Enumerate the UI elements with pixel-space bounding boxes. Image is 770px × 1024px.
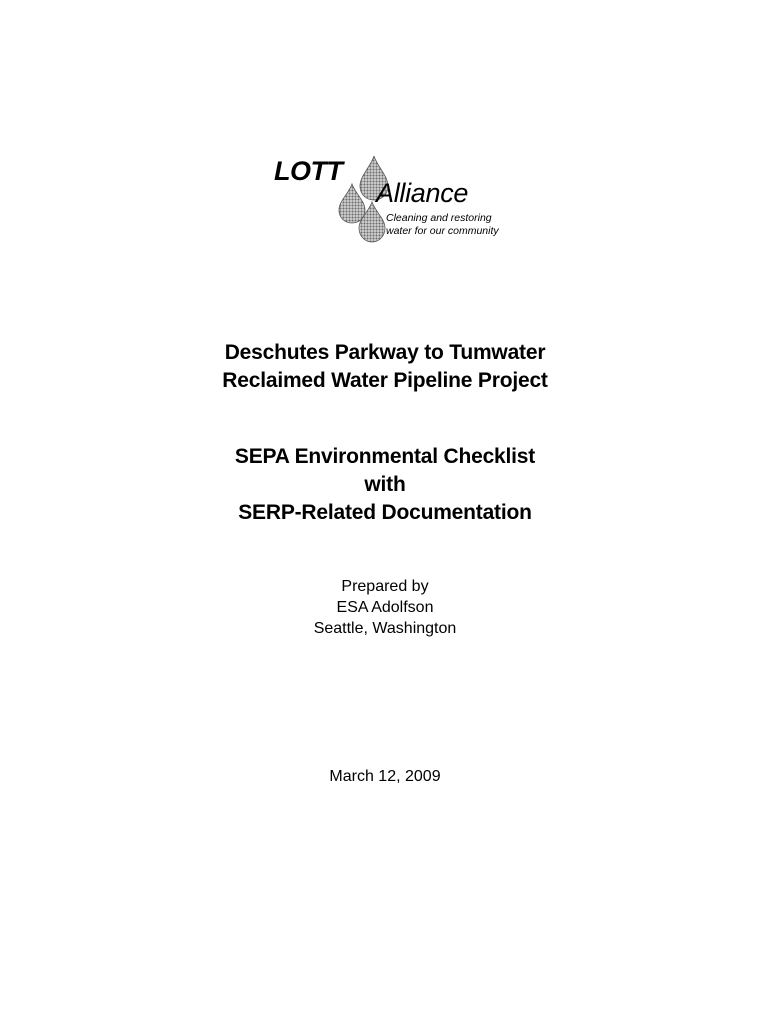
prepared-by-label: Prepared by [341, 578, 429, 595]
document-title-line1: SEPA Environmental Checklist [234, 445, 536, 468]
document-title [0, 443, 770, 527]
logo-name-text: Alliance [376, 178, 469, 208]
document-date: March 12, 2009 [329, 768, 441, 785]
preparer-firm: ESA Adolfson [336, 599, 434, 616]
project-title [0, 339, 770, 395]
logo-brand-text: LOTT [274, 156, 343, 186]
logo-tagline [386, 212, 499, 238]
document-title-line3: SERP-Related Documentation [238, 501, 532, 524]
logo-tagline-line2: water for our community [386, 225, 499, 237]
preparer-block [0, 576, 770, 639]
project-title-line1: Deschutes Parkway to Tumwater [224, 341, 546, 364]
project-title-line2: Reclaimed Water Pipeline Project [222, 369, 548, 392]
logo-tagline-line1: Cleaning and restoring [386, 212, 492, 224]
lott-alliance-logo [272, 152, 502, 252]
document-title-line2: with [364, 473, 406, 496]
preparer-location: Seattle, Washington [313, 620, 457, 637]
